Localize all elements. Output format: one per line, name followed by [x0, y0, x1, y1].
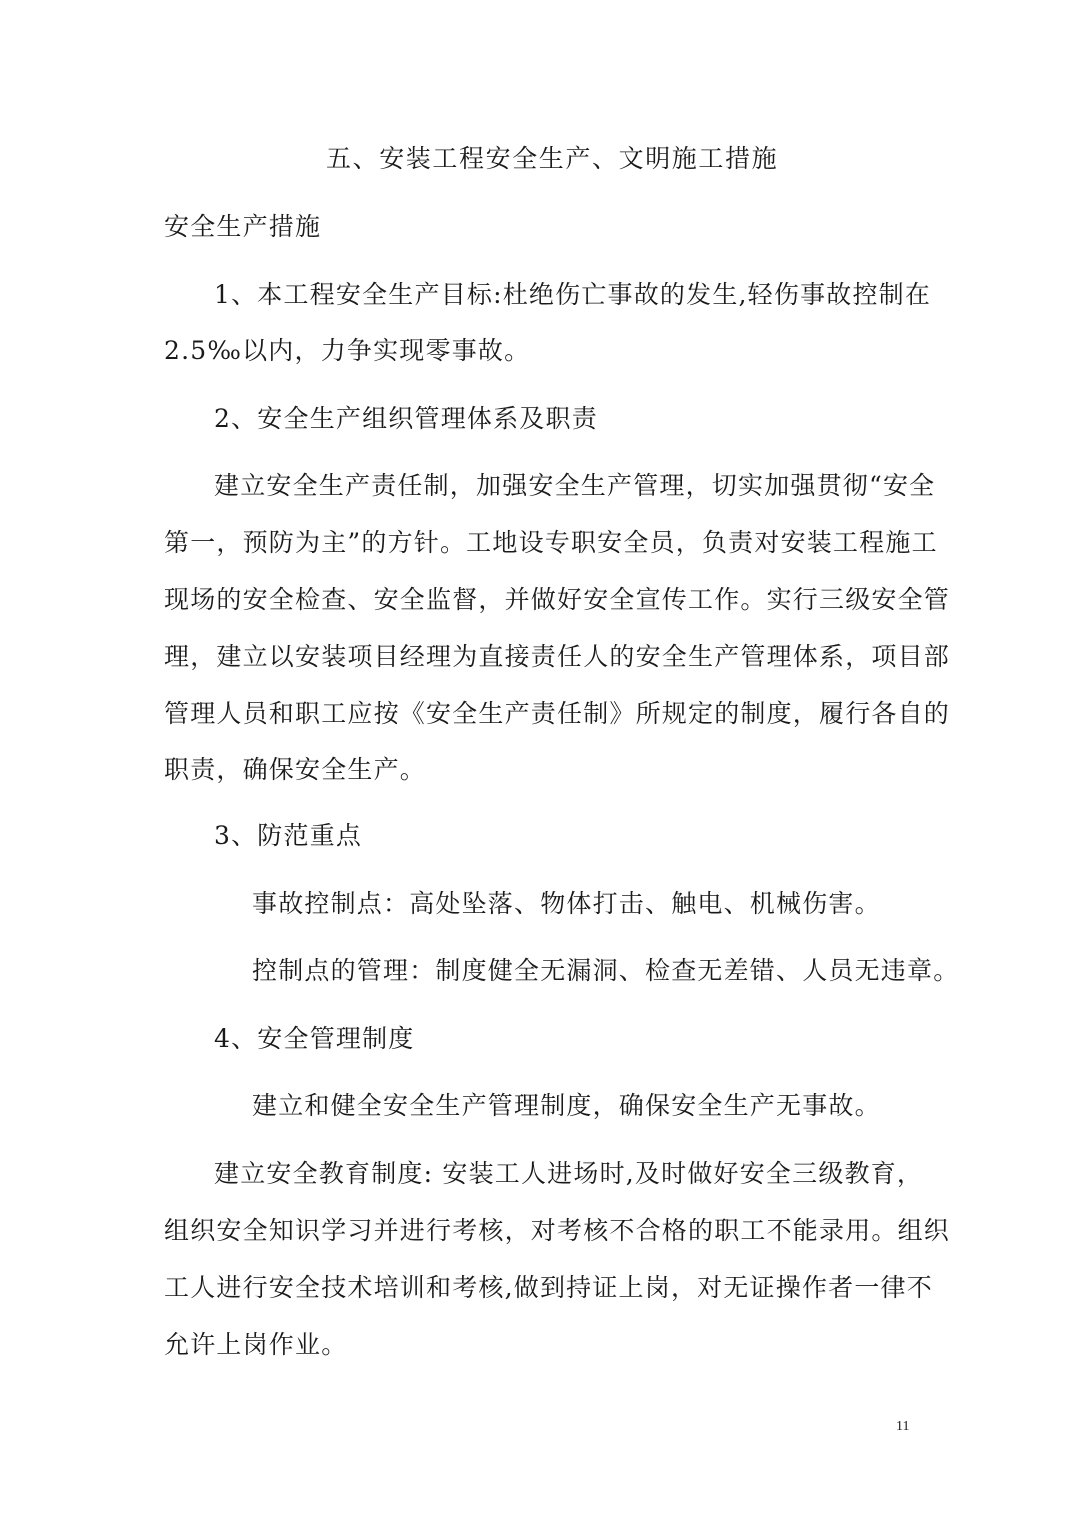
section-heading: 安全生产措施: [164, 212, 322, 241]
education-paragraph-line: 工人进行安全技术培训和考核,做到持证上岗，对无证操作者一律不: [164, 1273, 933, 1302]
education-paragraph-line: 允许上岗作业。: [164, 1330, 348, 1359]
item2-paragraph-line: 第一，预防为主”的方针。工地设专职安全员，负责对安装工程施工: [164, 528, 938, 557]
education-paragraph-line: 组织安全知识学习并进行考核，对考核不合格的职工不能录用。组织: [164, 1216, 951, 1245]
item2-paragraph-line: 管理人员和职工应按《安全生产责任制》所规定的制度，履行各自的: [164, 699, 951, 728]
item2-paragraph-line: 职责，确保安全生产。: [164, 755, 427, 784]
item4-heading: 4、安全管理制度: [214, 1024, 415, 1053]
item1-line2: 2.5‰以内，力争实现零事故。: [164, 336, 531, 365]
safety-system-text: 建立和健全安全生产管理制度，确保安全生产无事故。: [252, 1091, 881, 1120]
item2-paragraph-line: 理，建立以安装项目经理为直接责任人的安全生产管理体系，项目部: [164, 642, 951, 671]
page-number: 11: [896, 1419, 910, 1434]
item2-heading: 2、安全生产组织管理体系及职责: [214, 404, 598, 433]
control-management-text: 控制点的管理：制度健全无漏洞、检查无差错、人员无违章。: [252, 956, 960, 985]
education-paragraph-line: 建立安全教育制度: 安装工人进场时,及时做好安全三级教育，: [214, 1159, 924, 1188]
item3-heading: 3、防范重点: [214, 821, 363, 850]
page-title: 五、安装工程安全生产、文明施工措施: [326, 144, 779, 173]
item1-line1: 1、本工程安全生产目标:杜绝伤亡事故的发生,轻伤事故控制在: [214, 280, 932, 309]
control-points-text: 事故控制点：高处坠落、物体打击、触电、机械伤害。: [252, 889, 881, 918]
item2-paragraph-line: 建立安全生产责任制，加强安全生产管理，切实加强贯彻“安全: [214, 471, 936, 500]
item2-paragraph-line: 现场的安全检查、安全监督，并做好安全宣传工作。实行三级安全管: [164, 585, 951, 614]
